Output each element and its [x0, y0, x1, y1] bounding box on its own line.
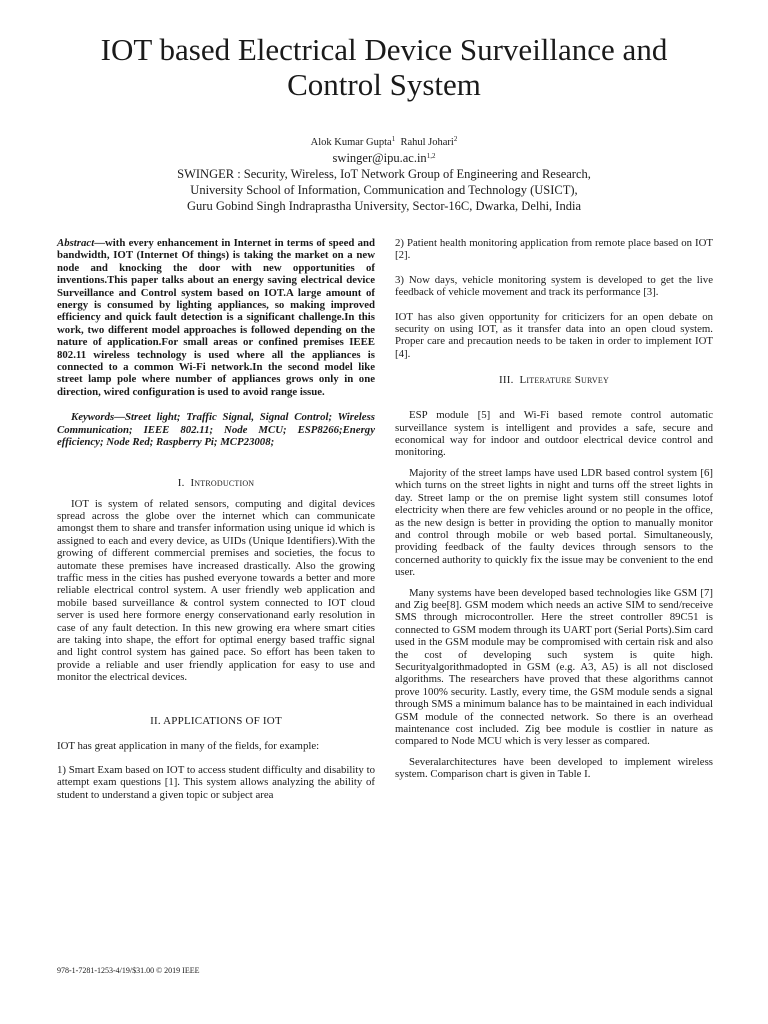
email-affil: 1,2	[426, 152, 436, 160]
abstract-text: —with every enhancement in Internet in terms of speed and bandwidth, IOT (Internet Of things) is taking the market on a new node and knocking the door with new opportunities of inventions.This paper talks about an energy saving electrical device Surveillance and Control system based on IOT.A large amount of energy is consumed by lighting appliances, so making improved efficiency and quick fault detection is a significant challenge.In this work, two different model approaches is followed depending on the nature of application.For small areas or confined premises IEEE 802.11 wireless technology is used where all the appliances is connected to a common Wi-Fi network.In the second model like street lamp pole where number of appliances grows only in one direction, wired configuration is used to avoid range issue.	[57, 237, 375, 398]
keywords-text: Street light; Traffic Signal, Signal Control; Wireless Communication; IEEE 802.11; Node MCU; ESP8266;Energy efficiency; Node Red; Raspberry Pi; MCP23008;	[57, 411, 375, 449]
application-item-2: 2) Patient health monitoring application from remote place based on IOT [2].	[395, 237, 713, 262]
left-column	[57, 237, 375, 801]
applications-intro: IOT has great application in many of the fields, for example:	[57, 739, 320, 752]
title-line-1: IOT based Electrical Device Surveillance and	[100, 32, 668, 67]
application-item-1: 1) Smart Exam based on IOT to access student difficulty and disability to attempt exam questions [1]. This system allows analyzing the ability of student to understand a given topic or subject area	[57, 764, 375, 801]
section-heading-applications: II. APPLICATIONS OF IOT	[150, 714, 282, 727]
author-2-affil: 2	[453, 135, 458, 143]
author-1: Alok Kumar Gupta	[310, 137, 392, 148]
abstract-lead: Abstract	[57, 237, 95, 249]
lit-title: Literature Survey	[519, 374, 609, 387]
intro-number: I.	[177, 476, 185, 489]
literature-paragraph-3: Many systems have been developed based technologies like GSM [7] and Zig bee[8]. GSM modem which needs an active SIM to send/receive SMS through microcontroller. Here the street controller 89C51 is connected to GSM modem through its UART port (Serial Ports).Sim card used in the GSM module may be compromised with certain risk and also the cost of developing such system is quite high. Securityalgorithmadopted in GSM (e.g. A3, A5) is all not disclosed algorithms. The researchers have proved that these algorithms cannot prove 100% security. Lastly, every time, the GSM module sends a signal through SMS a minimum balance has to be maintained in each individual GSM module of the connected network. So there is an overhead maintenance cost included. Zig bee module is costlier in nature as compared to Node MCU which is very lesser as compared.	[395, 586, 713, 748]
author-email	[60, 150, 708, 166]
lit-number: III.	[499, 374, 514, 387]
keywords-lead: Keywords—	[71, 411, 125, 424]
intro-title: Introduction	[190, 476, 255, 489]
iot-security-paragraph: IOT has also given opportunity for criticizers for an open debate on security on using IOT, as it transfer data into an open cloud system. Proper care and precaution needs to be taken in order to implement IOT [4].	[395, 310, 713, 360]
right-column	[395, 237, 713, 781]
affiliation-line-2: University School of Information, Communication and Technology (USICT),	[190, 183, 578, 197]
abstract	[57, 237, 375, 398]
affiliation-line-1: SWINGER : Security, Wireless, IoT Network Group of Engineering and Research,	[177, 167, 591, 181]
author-2: Rahul Johari	[400, 137, 454, 148]
copyright-footer: 978-1-7281-1253-4/19/$31.00 © 2019 IEEE	[57, 966, 200, 975]
literature-paragraph-4: Severalarchitectures have been developed to implement wireless system. Comparison chart is given in Table I.	[395, 755, 713, 781]
email-text: swinger@ipu.ac.in	[332, 151, 427, 165]
section-heading-introduction	[57, 477, 375, 490]
application-item-3: 3) Now days, vehicle monitoring system is developed to get the live feedback of vehicle movement and track its performance [3].	[395, 273, 713, 299]
author-1-affil: 1	[391, 135, 396, 143]
author-line	[60, 137, 708, 149]
literature-paragraph-1: ESP module [5] and Wi-Fi based remote control automatic surveillance system is intelligent and provides a safe, secure and economical way for indoor and outdoor electrical device control and monitoring.	[395, 409, 713, 459]
paper-title	[60, 32, 708, 102]
section-heading-literature-survey	[395, 374, 713, 387]
affiliation-line-3: Guru Gobind Singh Indraprastha University, Sector-16C, Dwarka, Delhi, India	[187, 199, 581, 213]
keywords	[57, 411, 375, 448]
intro-paragraph: IOT is system of related sensors, computing and digital devices spread across the globe over the internet which can communicate amongst them to share and transfer information using unique id which is assigned to each and every device, as UIDs (Unique Identifiers).With the growing of different commercial premises and societies, the focus to automate these premises have increased drastically. Also the growing traffic mess in the cities has pushed everyone towards a better and more reliable electrical control system. A user friendly web application and mobile based surveillance & control system connected to IOT cloud server is used here formore energy conservationand early resolution in case of any fault detection. In this new growing era where smart cities are taking into shape, the effort for optimal energy based traffic signal and light control system has gained pace. So effort has been taken to provide a reliable and user friendly application for easy to use and monitor the electrical devices.	[57, 497, 375, 684]
title-line-2: Control System	[287, 67, 481, 102]
literature-paragraph-2: Majority of the street lamps have used LDR based control system [6] which turns on the street lights in night and turns off the street lights in day. Street lamp or the on premise light system still consumes lotof electricity when there are few vehicles around or no people in the office, as the new design is better in providing the option to manually monitor and control through mobile or web based portal. Simultaneously, providing feedback of the faulty devices through sensors to the concerned authority to quickly fix the issue may be convenient to the end user.	[395, 466, 713, 579]
